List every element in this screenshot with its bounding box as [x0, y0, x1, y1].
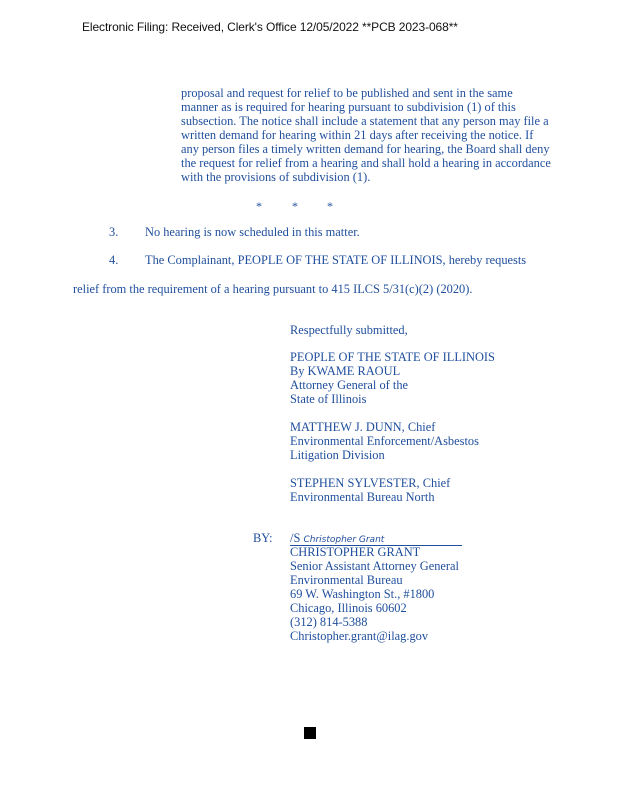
filing-stamp: Electronic Filing: Received, Clerk's Office 12/05/2022 **PCB 2023-068**: [82, 20, 458, 34]
quote-line: the request for relief from a hearing and shall hold a hearing in accordance: [181, 156, 551, 170]
chief-block: [290, 476, 450, 504]
paragraph-text: The Complainant, PEOPLE OF THE STATE OF ILLINOIS, hereby requests: [145, 253, 527, 267]
page-marker-square: [304, 727, 316, 739]
quote-line: any person files a timely written demand for hearing, the Board shall deny: [181, 142, 550, 156]
paragraph-number: 4.: [109, 253, 119, 267]
chief-block: [290, 420, 479, 462]
quote-line: proposal and request for relief to be published and sent in the same: [181, 86, 513, 100]
by-label: BY:: [253, 531, 273, 545]
signature-prefix: /S: [290, 531, 301, 545]
signer-line: 69 W. Washington St., #1800: [290, 587, 435, 601]
party-line: PEOPLE OF THE STATE OF ILLINOIS: [290, 350, 495, 364]
signer-line: CHRISTOPHER GRANT: [290, 545, 421, 559]
party-block: [290, 350, 495, 406]
signer-line: Environmental Bureau: [290, 573, 403, 587]
chief-line: STEPHEN SYLVESTER, Chief: [290, 476, 451, 490]
quote-line: subsection. The notice shall include a statement that any person may file a: [181, 114, 549, 128]
party-line: By KWAME RAOUL: [290, 364, 401, 378]
quote-line: with the provisions of subdivision (1).: [181, 170, 371, 184]
signer-line: Chicago, Illinois 60602: [290, 601, 407, 615]
closing: Respectfully submitted,: [290, 323, 408, 337]
signature-line: [290, 531, 462, 546]
paragraph-continuation: relief from the requirement of a hearing pursuant to 415 ILCS 5/31(c)(2) (2020).: [73, 282, 473, 296]
signer-block: [290, 545, 459, 643]
party-line: State of Illinois: [290, 392, 367, 406]
paragraph-text: No hearing is now scheduled in this matter.: [145, 225, 360, 239]
party-line: Attorney General of the: [290, 378, 409, 392]
chief-line: Environmental Bureau North: [290, 490, 435, 504]
chief-line: Litigation Division: [290, 448, 385, 462]
ellipsis-star: *: [327, 199, 333, 213]
statute-quote: [181, 86, 591, 184]
signer-line: (312) 814-5388: [290, 615, 368, 629]
signer-line: Senior Assistant Attorney General: [290, 559, 459, 573]
chief-line: MATTHEW J. DUNN, Chief: [290, 420, 436, 434]
signature-script: Christopher Grant: [303, 535, 385, 545]
quote-line: manner as is required for hearing pursuant to subdivision (1) of this: [181, 100, 516, 114]
ellipsis-star: *: [256, 199, 262, 213]
signer-email: Christopher.grant@ilag.gov: [290, 629, 429, 643]
chief-line: Environmental Enforcement/Asbestos: [290, 434, 479, 448]
quote-line: written demand for hearing within 21 days after receiving the notice. If: [181, 128, 534, 142]
paragraph-number: 3.: [109, 225, 119, 239]
ellipsis-star: *: [292, 199, 298, 213]
